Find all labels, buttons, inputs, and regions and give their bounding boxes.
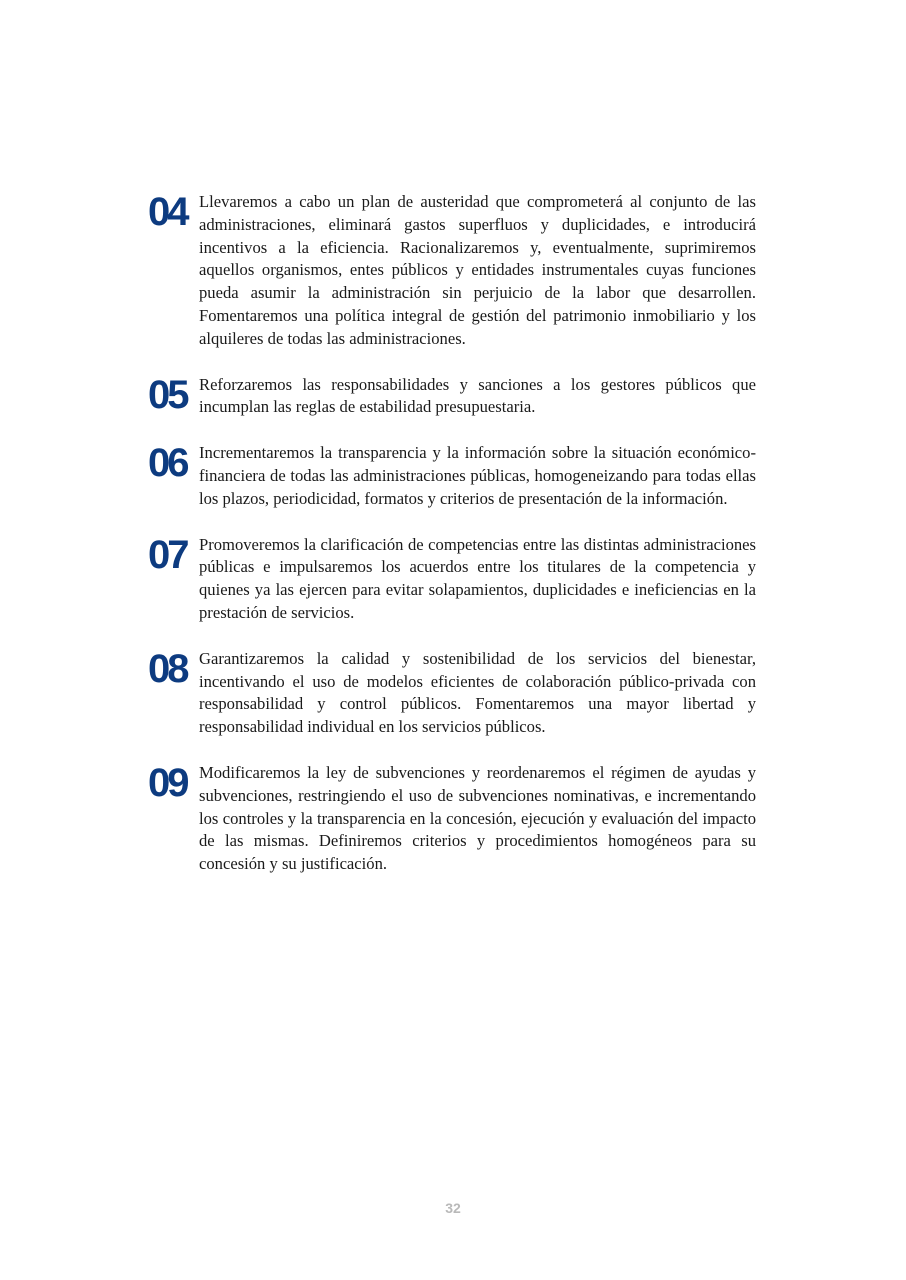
proposal-item-08 [148,648,756,739]
proposal-item-09 [148,762,756,876]
proposal-number: 05 [148,372,187,417]
proposal-text: Promoveremos la clarificación de competencias entre las distintas administraciones públicas e impulsaremos los acuerdos entre los titulares de la competencia y quienes ya las ejercen para evitar solapamientos, duplicidades e ineficiencias en la prestación de servicios. [199,534,756,622]
proposal-number: 09 [148,760,187,805]
proposal-text: Llevaremos a cabo un plan de austeridad que comprometerá al conjunto de las administraciones, eliminará gastos superfluos y duplicidades, e introducirá incentivos a la eficiencia. Racionalizaremos y, eventualmente, suprimiremos aquellos organismos, entes públicos y entidades instrumentales cuyas funciones pueda asumir la administración sin perjuicio de la labor que desarrollen. Fomentaremos una política integral de gestión del patrimonio inmobiliario y los alquileres de todas las administraciones. [199,192,756,348]
proposal-text: Reforzaremos las responsabilidades y sanciones a los gestores públicos que incumplan las reglas de estabilidad presupuestaria. [199,374,756,417]
page-number: 32 [445,1200,461,1216]
proposal-list [148,191,756,899]
proposal-text: Incrementaremos la transparencia y la información sobre la situación económico-financiera de todas las administraciones públicas, homogeneizando para todas ellas los plazos, periodicidad, formatos y criterios de presentación de la información. [199,443,756,508]
proposal-text: Modificaremos la ley de subvenciones y reordenaremos el régimen de ayudas y subvenciones, restringiendo el uso de subvenciones nominativas, e incrementando los controles y la transparencia en la concesión, ejecución y evaluación del impacto de las mismas. Definiremos criterios y procedimientos homogéneos para su concesión y su justificación. [199,762,756,874]
proposal-number: 04 [148,190,187,234]
proposal-number: 07 [148,532,187,577]
proposal-number: 08 [148,646,187,691]
proposal-text: Garantizaremos la calidad y sostenibilidad de los servicios del bienestar, incentivando el uso de modelos eficientes de colaboración público-privada con responsabilidad y control públicos. Fomentaremos una mayor libertad y responsabilidad individual en los servicios públicos. [199,648,756,737]
proposal-item-07 [148,534,756,625]
proposal-item-06 [148,442,756,510]
proposal-item-04 [148,191,756,351]
proposal-number: 06 [148,441,187,486]
proposal-item-05 [148,374,756,420]
